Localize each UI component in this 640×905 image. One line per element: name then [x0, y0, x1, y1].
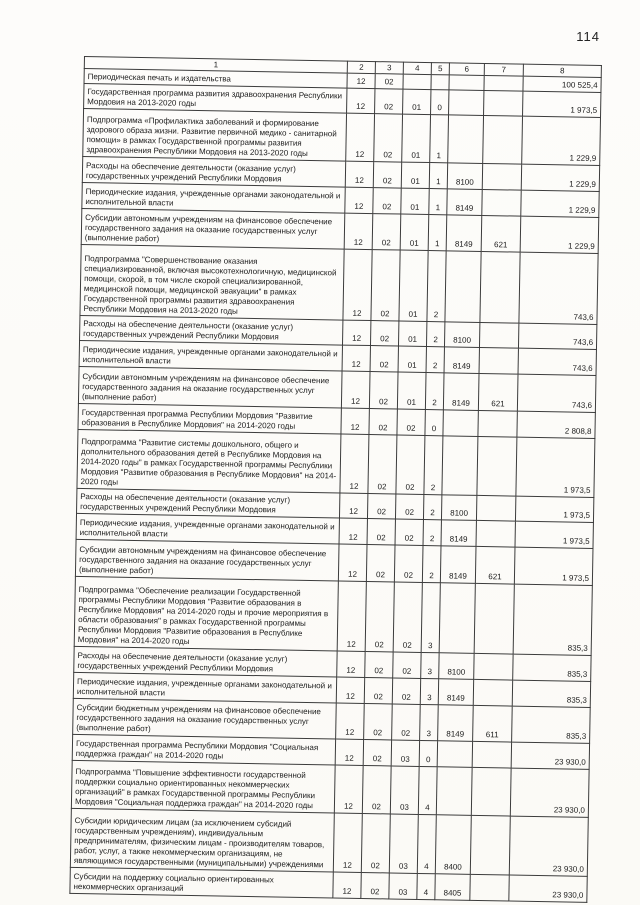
amount-cell: 743,6 [519, 252, 598, 324]
column-header-5: 5 [431, 63, 449, 75]
code-cell: 12 [333, 872, 361, 898]
code-cell: 02 [373, 187, 401, 213]
amount-cell: 1 973,5 [515, 496, 593, 523]
code-cell: 02 [361, 813, 390, 873]
row-name-cell: Субсидии юридическим лицам (за исключением субсидий государственным учреждениям), индивидуальным предпринимателям, физическим лицам - производителям товаров, работ, услуг, а также некоммерческим организациям, не являющимся государственными (муниципальными) учреждениями [70, 808, 334, 872]
amount-cell: 2 808,8 [517, 411, 595, 438]
code-cell [476, 495, 515, 521]
code-cell: 02 [369, 372, 398, 409]
code-cell: 621 [475, 546, 515, 584]
row-name-cell: Субсидии автономным учреждениям на финансовое обеспечение государственного задания на оказание государственных услуг (выполнение работ) [75, 539, 339, 580]
amount-cell: 1 229,9 [522, 116, 601, 165]
code-cell: 12 [347, 73, 375, 88]
code-cell: 2 [424, 435, 443, 494]
code-cell: 02 [371, 250, 400, 321]
row-name-cell: Субсидии бюджетным учреждениям на финансовое обеспечение государственного задания на оказание государственных услуг (выполнение работ) [73, 698, 337, 739]
code-cell [439, 583, 475, 654]
code-cell: 8149 [446, 214, 482, 251]
code-cell: 02 [370, 320, 398, 346]
amount-cell: 743,6 [518, 348, 596, 375]
code-cell: 8100 [447, 163, 482, 189]
code-cell: 03 [389, 873, 417, 899]
row-name-cell: Подпрограмма "Развитие системы дошкольного, общего и дополнительного образования детей в Республике Мордовия на 2014-2020 годы" в рамках Государственной программы Республики Мордовия "Развитие образования в Республике Мордовия" на 2014-2020 годы [77, 429, 341, 493]
row-name-cell: Субсидии на поддержку социально ориентированных некоммерческих организаций [70, 868, 333, 898]
amount-cell: 1 229,9 [521, 190, 599, 217]
code-cell: 12 [337, 581, 366, 652]
amount-cell: 23 930,0 [510, 768, 589, 817]
code-cell: 1 [428, 214, 447, 251]
code-cell: 02 [367, 493, 395, 519]
amount-cell: 835,3 [513, 654, 591, 681]
code-cell: 02 [362, 765, 391, 813]
code-cell: 8100 [439, 653, 474, 679]
code-cell: 03 [391, 740, 419, 766]
code-cell: 0 [425, 409, 443, 435]
code-cell: 02 [372, 213, 401, 250]
budget-table [69, 56, 602, 903]
code-cell [476, 521, 515, 547]
table-row [74, 576, 592, 655]
code-cell [474, 654, 513, 680]
code-cell [449, 89, 484, 115]
code-cell: 8400 [435, 815, 471, 875]
code-cell: 12 [341, 371, 370, 408]
code-cell [445, 251, 481, 322]
code-cell: 02 [364, 703, 393, 740]
row-name-cell: Государственная программа Республики Мордовия "Развитие образования в Республике Мордовия" на 2014-2020 годы [78, 403, 341, 433]
amount-cell: 1 973,5 [523, 91, 601, 118]
code-cell: 12 [345, 187, 373, 213]
code-cell: 2 [426, 347, 444, 373]
amount-cell: 835,3 [512, 706, 591, 744]
row-name-cell: Периодические издания, учрежденные органами законодательной и исполнительной власти [82, 182, 345, 212]
code-cell: 3 [421, 653, 439, 679]
code-cell: 0 [419, 741, 437, 767]
code-cell: 8149 [438, 679, 473, 705]
code-cell: 8405 [435, 874, 470, 900]
code-cell: 02 [395, 494, 423, 520]
code-cell: 611 [473, 705, 513, 743]
code-cell: 12 [342, 320, 370, 346]
row-name-cell: Подпрограмма "Обеспечение реализации Государственной программы Республики Мордовия "Развитие образования в Республике Мордовия" на 2014-2020 годы и прочие мероприятия в области образования" в рамках Государственной программы Республики Мордовия "Развитие образования в Республике Мордовия" на 2014-2020 годы [74, 576, 338, 651]
code-cell: 12 [339, 493, 367, 519]
table-row [80, 245, 598, 324]
column-header-8: 8 [523, 64, 601, 77]
code-cell: 02 [375, 88, 403, 114]
row-name-cell: Периодические издания, учрежденные органами законодательной и исполнительной власти [76, 514, 339, 544]
code-cell: 02 [370, 346, 398, 372]
code-cell [480, 252, 520, 323]
row-name-cell: Государственная программа Республики Мордовия "Социальная поддержка граждан" на 2014-2020 годы [72, 735, 335, 765]
code-cell: 8149 [441, 520, 476, 546]
column-header-7: 7 [484, 63, 523, 76]
code-cell: 8149 [444, 347, 479, 373]
code-cell [431, 75, 449, 90]
code-cell: 01 [399, 250, 428, 321]
code-cell: 02 [361, 873, 389, 899]
code-cell: 4 [417, 814, 436, 873]
code-cell: 02 [373, 162, 401, 188]
code-cell: 01 [398, 321, 426, 347]
code-cell [472, 742, 511, 768]
code-cell: 12 [342, 345, 370, 371]
code-cell: 03 [389, 814, 418, 874]
amount-cell: 743,6 [518, 323, 596, 350]
code-cell: 8149 [438, 704, 474, 741]
table-wrap [69, 56, 601, 903]
code-cell: 12 [337, 651, 365, 677]
code-cell [479, 348, 518, 374]
column-header-4: 4 [403, 62, 431, 74]
row-name-cell: Расходы на обеспечение деятельности (оказание услуг) государственных учреждений Республики Мордовия [77, 488, 340, 518]
code-cell: 2 [427, 251, 446, 322]
code-cell: 1 [429, 163, 447, 189]
code-cell: 01 [400, 214, 429, 251]
code-cell: 02 [366, 545, 395, 582]
code-cell [449, 75, 484, 90]
page-number: 114 [576, 29, 600, 44]
code-cell: 02 [365, 652, 393, 678]
code-cell [482, 164, 521, 190]
code-cell [436, 767, 472, 816]
code-cell: 02 [393, 652, 421, 678]
code-cell: 12 [333, 813, 362, 873]
code-cell: 12 [335, 739, 363, 765]
row-name-cell: Государственная программа развития здравоохранения Республики Мордовия на 2013-2020 годы [84, 83, 347, 113]
code-cell: 12 [340, 434, 369, 494]
code-cell: 02 [363, 740, 391, 766]
row-name-cell: Периодические издания, учрежденные органами законодательной и исполнительной власти [73, 672, 336, 702]
code-cell [443, 410, 478, 436]
code-cell: 2 [422, 546, 441, 583]
code-cell [403, 74, 431, 89]
amount-cell: 1 229,9 [521, 164, 599, 191]
code-cell: 01 [398, 346, 426, 372]
row-name-cell: Периодические издания, учрежденные органами законодательной и исполнительной власти [79, 341, 342, 371]
code-cell: 8149 [447, 189, 482, 215]
amount-cell: 23 930,0 [509, 875, 587, 902]
code-cell [474, 583, 514, 654]
code-cell [470, 815, 510, 875]
row-name-cell: Подпрограмма "Повышение эффективности государственной поддержки социально ориентированных некоммерческих организаций" в рамках Государственной программы Республики Мордовия "Социальная поддержка граждан" на 2014-2020 годы [71, 760, 335, 813]
code-cell [471, 767, 511, 816]
code-cell [470, 875, 509, 902]
code-cell [483, 116, 523, 165]
row-name-cell: Расходы на обеспечение деятельности (оказание услуг) государственных учреждений Республики Мордовия [80, 315, 343, 345]
code-cell [448, 115, 484, 164]
code-cell: 02 [392, 703, 421, 740]
code-cell: 12 [341, 408, 369, 434]
code-cell: 12 [338, 544, 367, 581]
amount-cell: 23 930,0 [511, 742, 589, 769]
code-cell: 12 [334, 765, 363, 813]
code-cell: 01 [401, 188, 429, 214]
amount-cell: 1 973,5 [515, 521, 593, 548]
code-cell: 02 [364, 677, 392, 703]
code-cell: 8100 [444, 322, 479, 348]
amount-cell: 743,6 [517, 374, 596, 412]
code-cell [473, 679, 512, 705]
code-cell [478, 410, 517, 436]
amount-cell: 1 229,9 [520, 216, 599, 254]
code-cell: 02 [375, 74, 403, 89]
row-name-cell: Подпрограмма «Профилактика заболеваний и формирование здорового образа жизни. Развитие первичной медико - санитарной помощи» в рамках Государственной программы развития здравоохранения Республики Мордовия на 2013-2020 годы [83, 109, 347, 162]
code-cell [479, 322, 518, 348]
code-cell: 02 [365, 581, 394, 652]
code-cell: 621 [478, 373, 518, 411]
code-cell [484, 75, 523, 90]
code-cell: 3 [421, 582, 440, 653]
code-cell: 02 [367, 519, 395, 545]
amount-cell: 1 973,5 [516, 437, 595, 498]
code-cell: 02 [374, 114, 403, 162]
table-body [70, 69, 601, 903]
code-cell: 02 [369, 408, 397, 434]
code-cell: 12 [336, 703, 365, 740]
code-cell: 12 [344, 213, 373, 250]
amount-cell: 835,3 [512, 680, 590, 707]
code-cell: 8149 [443, 373, 479, 410]
code-cell: 02 [396, 435, 425, 495]
code-cell: 8100 [441, 494, 476, 520]
amount-cell: 23 930,0 [509, 816, 588, 877]
code-cell: 2 [423, 494, 441, 520]
code-cell: 02 [397, 409, 425, 435]
code-cell [477, 436, 517, 496]
code-cell: 2 [423, 520, 441, 546]
code-cell: 1 [429, 188, 447, 214]
code-cell: 02 [393, 582, 422, 653]
code-cell: 12 [345, 161, 373, 187]
column-header-2: 2 [347, 61, 375, 73]
row-name-cell: Расходы на обеспечение деятельности (оказание услуг) государственных учреждений Республики Мордовия [82, 157, 345, 187]
code-cell [442, 435, 478, 495]
code-cell: 02 [368, 434, 397, 494]
code-cell: 3 [420, 678, 438, 704]
row-name-cell: Подпрограмма "Совершенствование оказания специализированной, включая высокотехнологичную, медицинской помощи, скорой, в том числе скорой специализированной, медицинской помощи, медицинской эвакуации" в рамках Государственной программы развития здравоохранения Республики Мордовия на 2013-2020 годы [80, 245, 344, 320]
row-name-cell: Субсидии автономным учреждениям на финансовое обеспечение государственного задания на оказание государственных услуг (выполнение работ) [78, 366, 342, 407]
code-cell: 2 [426, 321, 444, 347]
code-cell [482, 189, 521, 215]
code-cell: 01 [403, 89, 431, 115]
code-cell: 3 [420, 704, 439, 741]
code-cell: 02 [395, 519, 423, 545]
table-row [70, 808, 588, 876]
amount-cell: 835,3 [513, 584, 592, 656]
code-cell: 8149 [440, 546, 476, 583]
code-cell: 4 [418, 766, 437, 814]
code-cell: 01 [401, 162, 429, 188]
amount-cell: 100 525,4 [523, 76, 601, 92]
code-cell: 621 [481, 215, 521, 253]
code-cell: 03 [390, 766, 419, 814]
column-header-6: 6 [449, 63, 484, 76]
code-cell: 2 [425, 373, 444, 410]
code-cell [484, 90, 523, 116]
row-name-cell: Субсидии автономным учреждениям на финансовое обеспечение государственного задания на оказание государственных услуг (выполнение работ) [81, 208, 345, 249]
code-cell: 12 [343, 249, 372, 320]
amount-cell: 1 973,5 [514, 547, 593, 585]
code-cell: 02 [392, 678, 420, 704]
code-cell [437, 741, 472, 767]
code-cell: 0 [431, 89, 449, 115]
code-cell: 12 [347, 88, 375, 114]
code-cell: 4 [417, 874, 435, 900]
code-cell: 12 [346, 113, 375, 161]
row-name-cell: Периодическая печать и издательства [84, 69, 347, 88]
code-cell: 12 [339, 518, 367, 544]
column-header-1: 1 [84, 57, 347, 74]
code-cell: 01 [397, 372, 426, 409]
code-cell: 01 [402, 114, 431, 162]
code-cell: 1 [430, 115, 449, 163]
row-name-cell: Расходы на обеспечение деятельности (оказание услуг) государственных учреждений Республики Мордовия [74, 647, 337, 677]
code-cell: 12 [336, 677, 364, 703]
column-header-3: 3 [375, 62, 403, 74]
table-row [77, 429, 595, 497]
code-cell: 02 [394, 545, 423, 582]
